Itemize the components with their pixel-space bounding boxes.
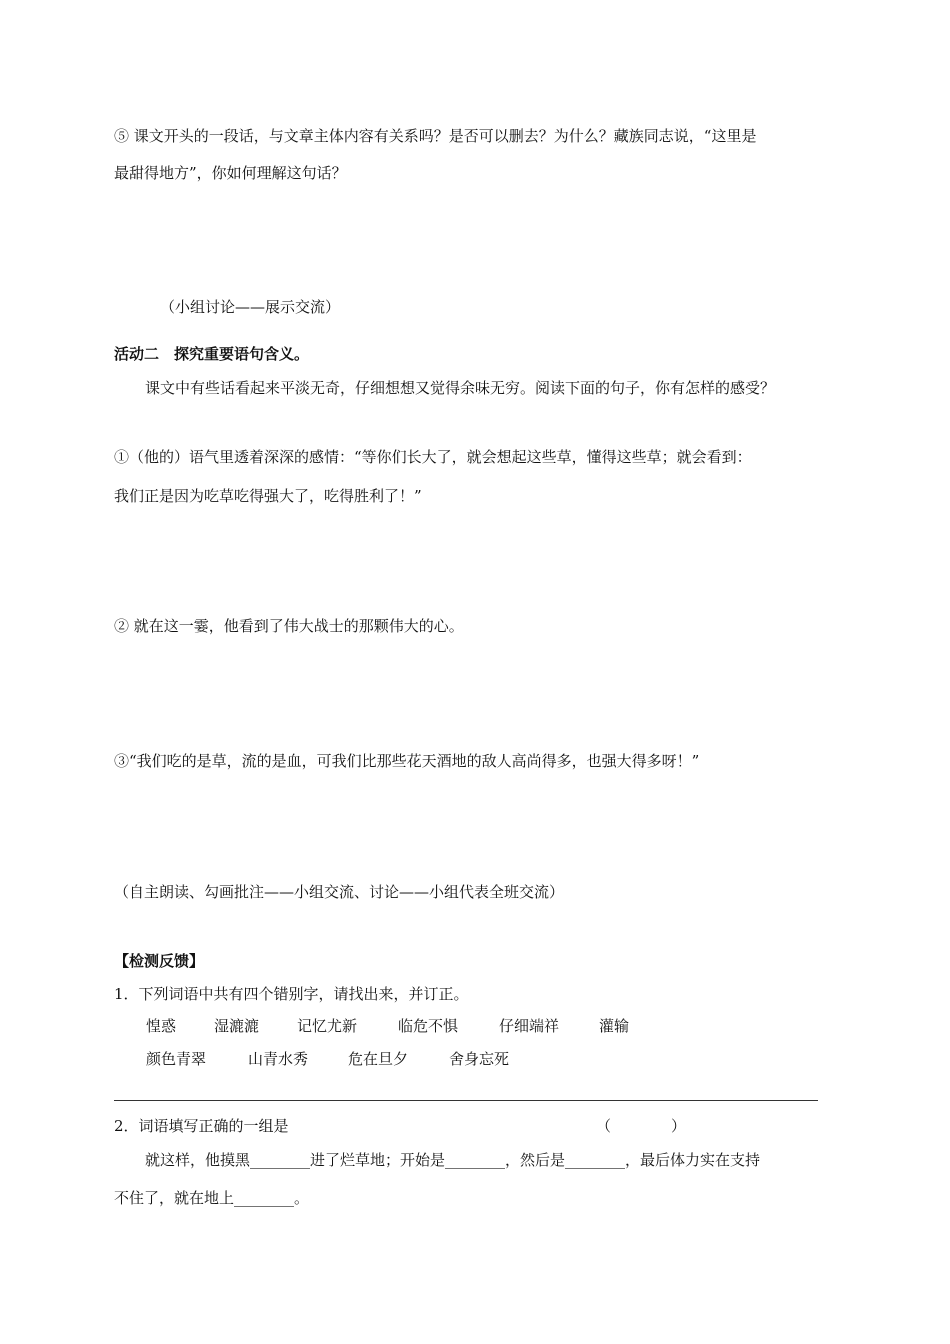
word-item: 颜色青翠: [146, 1050, 207, 1068]
question-2-text-line-2: 不住了，就在地上________。: [114, 1189, 310, 1207]
sentence-1-line-1: ①（他的）语气里透着深深的感情：“等你们长大了，就会想起这些草，懂得这些草；就会看到：: [114, 448, 752, 466]
question-5-line-1: ⑤ 课文开头的一段话，与文章主体内容有关系吗？是否可以删去？为什么？藏族同志说，“这里是: [114, 127, 757, 145]
activity-2-title: 活动二 探究重要语句含义。: [114, 345, 310, 363]
sentence-3: ③“我们吃的是草，流的是血，可我们比那些花天酒地的敌人高尚得多，也强大得多呀！”: [114, 752, 700, 770]
answer-bracket: （ ）: [596, 1117, 687, 1135]
word-item: 危在旦夕: [348, 1050, 409, 1068]
question-1-prompt: 1．下列词语中共有四个错别字，请找出来，并订正。: [114, 985, 469, 1003]
word-item: 临危不惧: [398, 1017, 459, 1035]
word-item: 记忆尤新: [297, 1017, 358, 1035]
word-item: 舍身忘死: [449, 1050, 510, 1068]
group-discussion-note: （小组讨论——展示交流）: [160, 298, 341, 316]
sentence-1-line-2: 我们正是因为吃草吃得强大了，吃得胜利了！”: [114, 487, 422, 505]
answer-line: [114, 1100, 818, 1101]
activity-2-intro: 课文中有些话看起来平淡无奇，仔细想想又觉得余味无穷。阅读下面的句子，你有怎样的感受？: [145, 379, 776, 397]
reading-activity-note: （自主朗读、勾画批注——小组交流、讨论——小组代表全班交流）: [114, 883, 565, 901]
question-2-prompt: 2．词语填写正确的一组是: [114, 1117, 289, 1135]
question-2-text-line-1: 就这样，他摸黑________进了烂草地；开始是________，然后是________，最后体力实在支持: [145, 1151, 761, 1169]
word-item: 山青水秀: [248, 1050, 309, 1068]
sentence-2: ② 就在这一霎，他看到了伟大战士的那颗伟大的心。: [114, 617, 464, 635]
word-item: 惶惑: [146, 1017, 177, 1035]
word-item: 湿漉漉: [214, 1017, 260, 1035]
word-item: 仔细端祥: [499, 1017, 560, 1035]
word-item: 灌输: [599, 1017, 630, 1035]
feedback-heading: 【检测反馈】: [114, 952, 205, 970]
question-5-line-2: 最甜得地方”，你如何理解这句话？: [114, 164, 347, 182]
